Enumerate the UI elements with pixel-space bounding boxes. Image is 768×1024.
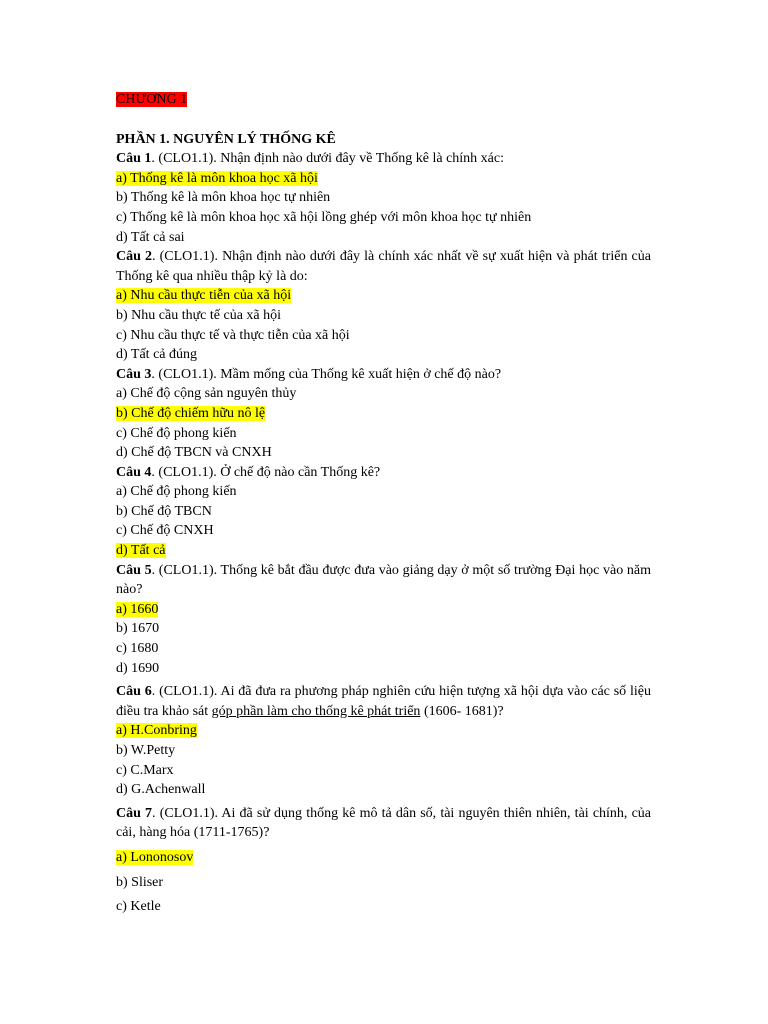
option-7c: c) Ketle xyxy=(116,899,161,915)
option-3a: a) Chế độ cộng sản nguyên thủy xyxy=(116,386,297,402)
question-label: Câu 1 xyxy=(116,151,152,167)
option-6d: d) G.Achenwall xyxy=(116,782,206,798)
question-text: . (CLO1.1). Ai đã sử dụng thống kê mô tả dân số, tài nguyên thiên nhiên, tài chính, của cải, hàng hóa (1711-1765)? xyxy=(116,805,651,841)
question-5 xyxy=(116,561,651,600)
option-1d: d) Tất cả sai xyxy=(116,229,185,245)
option-1b: b) Thống kê là môn khoa học tự nhiên xyxy=(116,190,331,206)
question-text-underlined: góp phần làm cho thống kê phát triển xyxy=(211,703,421,719)
correct-answer: a) Lononosov xyxy=(116,849,194,865)
option-4c: c) Chế độ CNXH xyxy=(116,523,214,539)
correct-answer: a) 1660 xyxy=(116,601,159,617)
option-2b: b) Nhu cầu thực tế của xã hội xyxy=(116,307,282,323)
question-7 xyxy=(116,804,651,843)
option-6a xyxy=(116,721,651,741)
option-2c: c) Nhu cầu thực tế và thực tiễn của xã hội xyxy=(116,327,350,343)
question-label: Câu 2 xyxy=(116,249,153,265)
option-1a xyxy=(116,169,651,189)
question-label: Câu 6 xyxy=(116,684,152,700)
option-4a: a) Chế độ phong kiến xyxy=(116,484,237,500)
option-4d xyxy=(116,541,651,561)
document-content xyxy=(116,90,651,917)
option-5b: b) 1670 xyxy=(116,621,160,637)
question-4 xyxy=(116,463,651,483)
question-text: . (CLO1.1). Thống kê bắt đầu được đưa vào giảng dạy ở một số trường Đại học vào năm nào? xyxy=(116,562,651,598)
question-label: Câu 7 xyxy=(116,805,153,821)
option-5a xyxy=(116,600,651,620)
correct-answer: b) Chế độ chiếm hữu nô lệ xyxy=(116,405,266,421)
option-3c: c) Chế độ phong kiến xyxy=(116,425,237,441)
question-2 xyxy=(116,247,651,286)
option-5d: d) 1690 xyxy=(116,660,160,676)
question-text: . (CLO1.1). Mầm mống của Thống kê xuất hiện ở chế độ nào? xyxy=(151,366,502,382)
chapter-heading: CHƯƠNG 1 xyxy=(116,92,188,107)
option-4b: b) Chế độ TBCN xyxy=(116,503,212,519)
question-text: . (CLO1.1). Ai đã đưa ra phương pháp nghiên cứu hiện tượng xã hội dựa vào các số liệu điều tra khảo sát xyxy=(116,684,651,719)
option-3b xyxy=(116,404,651,424)
question-text: . (CLO1.1). Nhận định nào dưới đây là chính xác nhất về sự xuất hiện và phát triển của Thống kê qua nhiều thập kỷ là do: xyxy=(116,249,651,284)
option-2d: d) Tất cả đúng xyxy=(116,347,197,363)
question-label: Câu 5 xyxy=(116,562,152,578)
option-3d: d) Chế độ TBCN và CNXH xyxy=(116,445,272,461)
question-text: . (CLO1.1). Nhận định nào dưới đây về Thống kê là chính xác: xyxy=(151,151,505,167)
option-7b: b) Sliser xyxy=(116,874,164,890)
section-heading: PHẦN 1. NGUYÊN LÝ THỐNG KÊ xyxy=(116,131,336,147)
question-3 xyxy=(116,365,651,385)
question-label: Câu 3 xyxy=(116,366,152,382)
correct-answer: a) Thống kê là môn khoa học xã hội xyxy=(116,170,318,186)
question-6 xyxy=(116,682,651,721)
option-5c: c) 1680 xyxy=(116,641,159,657)
spacer xyxy=(116,110,651,130)
option-6c: c) C.Marx xyxy=(116,762,174,778)
option-7a xyxy=(116,848,651,868)
option-6b: b) W.Petty xyxy=(116,743,176,758)
question-label: Câu 4 xyxy=(116,464,152,480)
correct-answer: d) Tất cả xyxy=(116,543,166,559)
correct-answer: a) H.Conbring xyxy=(116,723,197,739)
correct-answer: a) Nhu cầu thực tiễn của xã hội xyxy=(116,288,292,304)
question-text-end: (1606- 1681)? xyxy=(420,703,504,719)
option-2a xyxy=(116,286,651,306)
question-1 xyxy=(116,149,651,169)
option-1c: c) Thống kê là môn khoa học xã hội lồng ghép với môn khoa học tự nhiên xyxy=(116,209,532,225)
question-text: . (CLO1.1). Ở chế độ nào cần Thống kê? xyxy=(151,464,381,480)
